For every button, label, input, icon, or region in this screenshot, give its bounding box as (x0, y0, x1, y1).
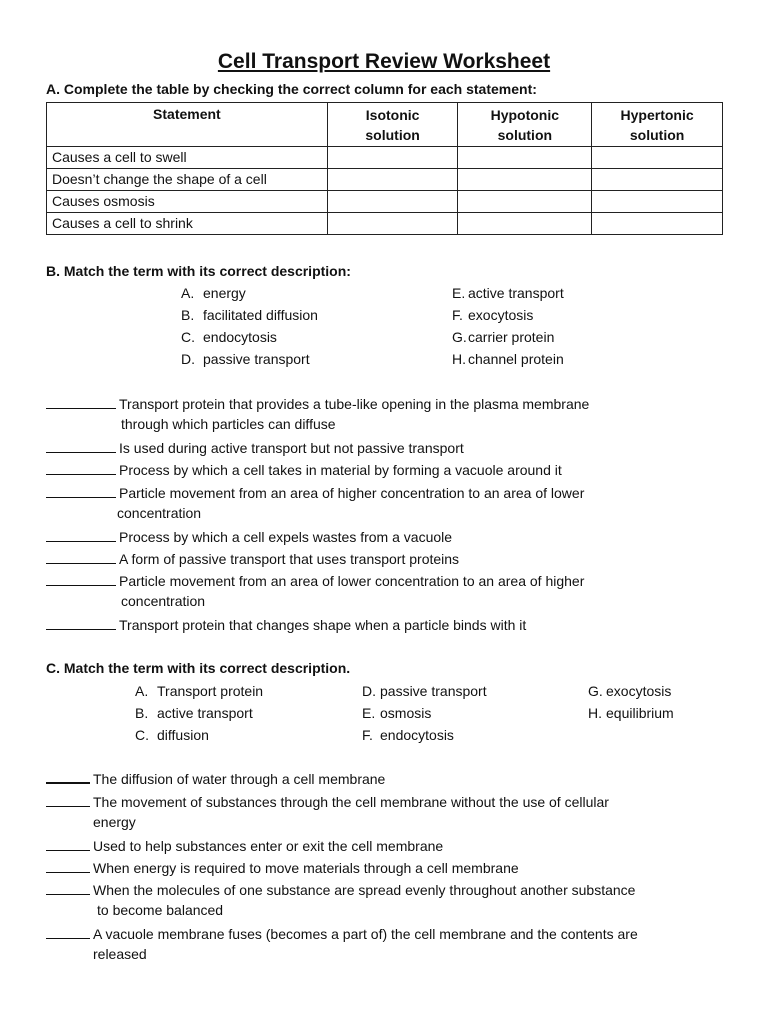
list-item-continuation: concentration (117, 505, 202, 521)
answer-blank[interactable] (46, 881, 90, 895)
statement-cell: Doesn’t change the shape of a cell (47, 169, 328, 191)
check-cell-isotonic[interactable] (327, 213, 458, 235)
check-cell-hypertonic[interactable] (592, 169, 723, 191)
answer-blank[interactable] (46, 925, 90, 939)
term-option: H. equilibrium (588, 705, 674, 721)
solution-table (46, 102, 723, 235)
answer-blank[interactable] (46, 528, 116, 542)
table-row (47, 191, 723, 213)
term-option: D. passive transport (362, 683, 487, 699)
term-option: G.carrier protein (452, 329, 555, 345)
term-option: A. energy (181, 285, 246, 301)
term-option: C. endocytosis (181, 329, 277, 345)
term-option: E. osmosis (362, 705, 432, 721)
answer-blank[interactable] (46, 769, 90, 784)
list-item: Used to help substances enter or exit the cell membrane (46, 836, 443, 856)
col-hypertonic: Hypertonic solution (592, 103, 723, 147)
col-isotonic: Isotonic solution (327, 103, 458, 147)
list-item: When energy is required to move materials through a cell membrane (46, 858, 519, 878)
table-row (47, 169, 723, 191)
term-option: C. diffusion (135, 727, 209, 743)
check-cell-hypertonic[interactable] (592, 213, 723, 235)
table-row (47, 147, 723, 169)
term-option: B. active transport (135, 705, 253, 721)
table-header-row (47, 103, 723, 147)
term-option: A. Transport protein (135, 683, 264, 699)
statement-cell: Causes osmosis (47, 191, 328, 213)
check-cell-hypotonic[interactable] (458, 191, 592, 213)
section-b-heading: B. Match the term with its correct description: (46, 263, 351, 279)
check-cell-isotonic[interactable] (327, 169, 458, 191)
term-option: F. exocytosis (452, 307, 534, 323)
statement-cell: Causes a cell to shrink (47, 213, 328, 235)
list-item: A vacuole membrane fuses (becomes a part of) the cell membrane and the contents are (46, 924, 638, 944)
list-item: Is used during active transport but not passive transport (46, 438, 464, 458)
term-option: B. facilitated diffusion (181, 307, 318, 323)
statement-cell: Causes a cell to swell (47, 147, 328, 169)
list-item: When the molecules of one substance are spread evenly throughout another substance (46, 880, 635, 900)
list-item: A form of passive transport that uses transport proteins (46, 549, 459, 569)
list-item: The diffusion of water through a cell membrane (46, 769, 385, 789)
list-item: Process by which a cell takes in material by forming a vacuole around it (46, 460, 562, 480)
list-item: Process by which a cell expels wastes from a vacuole (46, 527, 452, 547)
term-option: H. channel protein (452, 351, 564, 367)
section-c-heading: C. Match the term with its correct description. (46, 660, 351, 676)
col-statement: Statement (47, 103, 328, 147)
list-item: Particle movement from an area of higher concentration to an area of lower (46, 483, 584, 503)
check-cell-hypertonic[interactable] (592, 191, 723, 213)
list-item-continuation: concentration (121, 593, 206, 609)
check-cell-hypotonic[interactable] (458, 169, 592, 191)
answer-blank[interactable] (46, 461, 116, 475)
page-title: Cell Transport Review Worksheet (217, 50, 551, 73)
term-option: E. active transport (452, 285, 564, 301)
list-item-continuation: to become balanced (97, 902, 224, 918)
answer-blank[interactable] (46, 550, 116, 564)
answer-blank[interactable] (46, 572, 116, 586)
term-option: D. passive transport (181, 351, 310, 367)
section-a-heading: A. Complete the table by checking the correct column for each statement: (46, 81, 537, 97)
list-item-continuation: through which particles can diffuse (121, 416, 336, 432)
list-item: The movement of substances through the cell membrane without the use of cellular (46, 792, 609, 812)
list-item: Transport protein that provides a tube-like opening in the plasma membrane (46, 394, 589, 414)
term-option: F. endocytosis (362, 727, 454, 743)
check-cell-isotonic[interactable] (327, 191, 458, 213)
answer-blank[interactable] (46, 395, 116, 409)
answer-blank[interactable] (46, 793, 90, 807)
list-item-continuation: released (93, 946, 147, 962)
answer-blank[interactable] (46, 859, 90, 873)
list-item: Particle movement from an area of lower concentration to an area of higher (46, 571, 584, 591)
list-item-continuation: energy (93, 814, 136, 830)
answer-blank[interactable] (46, 484, 116, 498)
list-item: Transport protein that changes shape when a particle binds with it (46, 615, 526, 635)
check-cell-hypotonic[interactable] (458, 147, 592, 169)
check-cell-hypertonic[interactable] (592, 147, 723, 169)
check-cell-isotonic[interactable] (327, 147, 458, 169)
col-hypotonic: Hypotonic solution (458, 103, 592, 147)
check-cell-hypotonic[interactable] (458, 213, 592, 235)
answer-blank[interactable] (46, 837, 90, 851)
term-option: G. exocytosis (588, 683, 672, 699)
answer-blank[interactable] (46, 616, 116, 630)
table-row (47, 213, 723, 235)
answer-blank[interactable] (46, 439, 116, 453)
